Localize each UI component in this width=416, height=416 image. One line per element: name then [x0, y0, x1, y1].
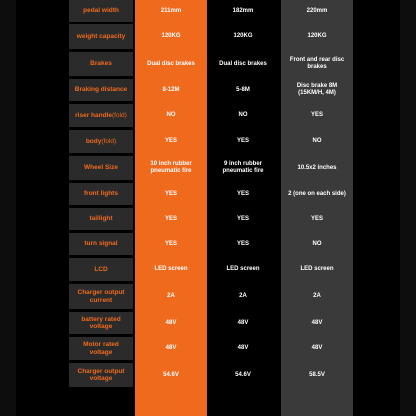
spec-row: [0, 52, 416, 76]
model-c-value: YES: [310, 112, 323, 119]
model-a-value: YES: [164, 190, 177, 197]
model-b-value: 120KG: [233, 33, 253, 40]
spec-row: [0, 79, 416, 101]
spec-label: [69, 208, 133, 230]
model-c-value: 2A: [313, 293, 321, 300]
spec-row: [0, 208, 416, 230]
model-a-value: 10 inch rubber pneumatic fire: [150, 161, 192, 174]
model-c-value: Front and rear disc brakes: [289, 57, 345, 70]
model-a-value: 54.6V: [163, 371, 179, 378]
spec-label: [69, 104, 133, 127]
model-b-value: YES: [236, 240, 249, 247]
spec-row: [0, 258, 416, 281]
model-c-value: 48V: [311, 319, 323, 326]
model-a-value: 8-12M: [162, 86, 180, 93]
spec-label: [69, 52, 133, 76]
spec-label-text: LCD: [94, 265, 108, 273]
model-b-value: 54.6V: [235, 371, 251, 378]
model-b-value: 2A: [239, 293, 247, 300]
model-c-value: YES: [310, 215, 323, 222]
model-b-value: 182mm: [232, 7, 254, 14]
spec-label-text: Motor rated voltage: [83, 341, 119, 356]
spec-label-text: front lights: [84, 190, 118, 198]
model-a-value: NO: [166, 112, 176, 119]
spec-label: [69, 363, 133, 387]
spec-row: [0, 156, 416, 180]
spec-row: [0, 0, 416, 22]
model-a-value: YES: [164, 215, 177, 222]
spec-label-subtext: (fold): [101, 137, 117, 145]
model-c-value: Disc brake 8M (15KM/H, 4M): [296, 83, 338, 96]
spec-label: [69, 284, 133, 309]
model-b-value: 5-8M: [236, 86, 250, 93]
model-b-value: NO: [238, 112, 248, 119]
model-a-value: Dual disc brakes: [147, 60, 195, 67]
model-b-value: YES: [236, 190, 249, 197]
spec-row: [0, 337, 416, 360]
spec-label-subtext: (fold): [112, 111, 127, 119]
spec-row: [0, 24, 416, 49]
model-c-value: NO: [312, 240, 322, 247]
spec-label: [69, 130, 133, 153]
spec-label: [69, 79, 133, 101]
model-b-value: 48V: [237, 345, 249, 352]
spec-label-text: Braking distance: [74, 86, 128, 94]
spec-row: [0, 312, 416, 334]
spec-label-text: Charger output voltage: [77, 367, 125, 382]
model-b-value: Dual disc brakes: [219, 60, 267, 67]
model-c-value: LED screen: [300, 266, 334, 273]
spec-label-text: pedal width: [83, 7, 119, 15]
model-a-value: 120KG: [161, 33, 181, 40]
spec-row: [0, 183, 416, 205]
model-a-value: LED screen: [154, 266, 188, 273]
model-c-value: 10.5x2 inches: [297, 164, 337, 171]
model-a-value: YES: [164, 240, 177, 247]
model-a-value: 48V: [165, 319, 177, 326]
spec-label-text: weight capacity: [76, 32, 126, 40]
spec-label-text: Wheel Size: [84, 164, 118, 172]
model-c-value: 48V: [311, 345, 323, 352]
spec-label-text: riser handle: [75, 111, 113, 119]
model-a-value: YES: [164, 138, 177, 145]
spec-label-text: taillight: [89, 215, 113, 223]
model-a-value: 48V: [165, 345, 177, 352]
model-c-value: NO: [312, 138, 322, 145]
model-c-value: 220mm: [306, 7, 328, 14]
spec-label: [69, 0, 133, 22]
spec-label-text: battery rated voltage: [81, 315, 121, 330]
spec-label-text: Charger output current: [77, 289, 125, 304]
model-b-value: 48V: [237, 319, 249, 326]
spec-label: [69, 337, 133, 360]
model-b-value: 9 inch rubber pneumatic fire: [222, 161, 264, 174]
spec-row: [0, 130, 416, 153]
spec-label: [69, 233, 133, 255]
spec-label-text: body: [85, 137, 102, 145]
spec-label: [69, 312, 133, 334]
spec-label: [69, 258, 133, 281]
model-b-value: YES: [236, 138, 249, 145]
spec-label: [69, 156, 133, 180]
model-b-value: YES: [236, 215, 249, 222]
spec-row: [0, 284, 416, 309]
spec-row: [0, 233, 416, 255]
spec-label: [69, 24, 133, 49]
spec-label-text: Brakes: [90, 60, 112, 68]
model-b-value: LED screen: [226, 266, 260, 273]
spec-row: [0, 104, 416, 127]
spec-label: [69, 183, 133, 205]
spec-label-text: turn signal: [84, 240, 118, 248]
model-c-value: 2 (one on each side): [288, 190, 346, 197]
model-a-value: 2A: [167, 293, 175, 300]
model-a-value: 211mm: [160, 7, 182, 14]
spec-row: [0, 363, 416, 387]
model-c-value: 58.5V: [309, 371, 325, 378]
model-c-value: 120KG: [307, 33, 327, 40]
